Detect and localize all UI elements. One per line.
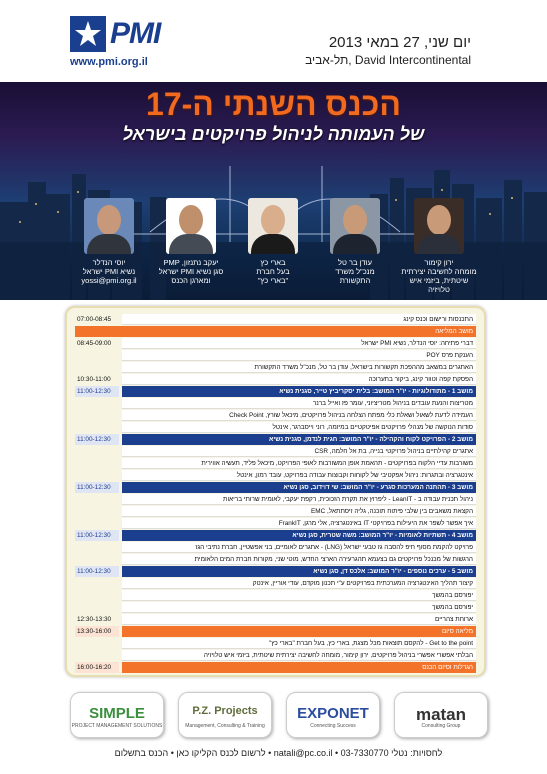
matan-logo[interactable]: matan Consulting Group [394,692,488,738]
agenda-item-text: סודות הנוקשה של מנהלי פרויקטים אפיטקטיים במיזמה, רוני וייסברגר, אינטל [122,422,476,433]
agenda-row [75,374,476,385]
agenda-time [75,362,119,373]
agenda-time [75,494,119,505]
agenda-row [75,542,476,553]
agenda-row [75,602,476,613]
speaker-caption: יעקב נתנזון, PMP סגן נשיא PMI ישראל ומארגן הכנס [158,258,224,285]
agenda-session-row [75,566,476,577]
agenda-time [75,578,119,589]
agenda-row [75,326,476,337]
agenda-time: 13:30-16:00 [75,626,119,637]
pmi-logo-text: PMI [110,17,161,50]
agenda-time [75,590,119,601]
agenda-item-text: אתגרים קהילתיים בניהול פרויקטי בנייה, בת אל חלמה, CSR [122,446,476,457]
speaker-caption: בארי כץ בעל חברת "בארי כץ" [256,258,290,285]
agenda-item-text: הרגשות של מכנכל פרויקטים גם בצעמא תהגרעירה הארצי החדש, מוטי שני, מקורות חברת המים הלאומית [122,554,476,565]
agenda-item-text: אינטגרציה ובתגרות: ניהול אפקטיבי של לקוחות וקבוצות עבודה בפרויקט, עובד רמון, אינטל [122,470,476,481]
agenda-row [75,470,476,481]
agenda-row [75,350,476,361]
agenda-item-text: הגרלות וסיום הכנס [122,662,476,673]
agenda-time: 11:00-12:30 [75,434,119,445]
speaker-photo [248,198,298,254]
speaker-photo [330,198,380,254]
agenda-time [75,506,119,517]
agenda-time: 12:30-13:30 [77,616,112,623]
agenda-time: 11:00-12:30 [75,566,119,577]
sponsor-logos [70,692,487,744]
agenda-session-row [75,386,476,397]
agenda-table [65,306,486,677]
agenda-item-text: מליאה סיום [122,626,476,637]
agenda-time: 07:00-08:45 [77,316,112,323]
pmi-star-icon [70,16,106,52]
agenda-row [75,494,476,505]
event-date: יום שני, 27 במאי 2013 [328,34,471,51]
agenda-row [75,458,476,469]
agenda-item-text: התכנסות ורישום וכנס קינג [122,314,476,325]
agenda-item-text: מושב 4 - תשתיות לאומיות - יו"ר המושב: משה שטרית, סגן נשיא [122,530,476,541]
speaker-card [316,198,394,285]
agenda-item-text: מטריצות והנעת עובדים בניהול מטריציוני, עומר פז ואייל ברנר [122,398,476,409]
agenda-time [75,446,119,457]
speaker-card [70,198,148,285]
simple-logo[interactable]: SIMPLE PROJECT MANAGEMENT SOLUTIONS [70,692,164,738]
agenda-time [75,350,119,361]
agenda-row [75,578,476,589]
speaker-photo [84,198,134,254]
agenda-item-text: הקצאת משאבים בין שלבי פיתוח תוכנה, גליה זיסתתאל, EMC [122,506,476,517]
agenda-time: 16:00-16:20 [75,662,119,673]
conference-subtitle: של העמותה לניהול פרויקטים בישראל [122,124,425,144]
agenda-time [75,650,119,661]
agenda-time [75,602,119,613]
agenda-session-row [75,434,476,445]
agenda-row [75,398,476,409]
agenda-row [75,314,476,325]
conference-title: הכנס השנתי ה-17 [146,86,401,122]
agenda-row [75,518,476,529]
agenda-time [75,554,119,565]
speaker-photo [166,198,216,254]
agenda-item-text: משורבות עדיי הלקוח בפרויקטים - תהאמת אופן המשורבות לאופי הפרויקט, מיכאל פליד, תעשיה אווירית [122,458,476,469]
agenda-row [75,410,476,421]
speaker-card [400,198,478,294]
speaker-card [152,198,230,285]
agenda-item-text: פרויקט להקמת מסוף חיפ להסבה גז טבעי ישראל (LNG) - אתגרים לאומיים, בני אפשטיין, חברת נתיבי הגז [122,542,476,553]
agenda-item-text: יפורסם בהמשך [122,590,476,601]
agenda-session-row [75,530,476,541]
agenda-time [75,542,119,553]
agenda-row [75,650,476,661]
agenda-item-text: יפורסם בהמשך [122,602,476,613]
agenda-row [75,590,476,601]
agenda-row [75,506,476,517]
exponet-logo[interactable]: EXPONET Connecting Success [286,692,380,738]
agenda-item-text: ארוחת צהריים [122,614,476,625]
agenda-item-text: איך אפשר לשפר את היעילות בפרויקטי IT באינטגרציה, אלי מרגן, FrankIT [122,518,476,529]
agenda-item-text: מושב 5 - ערכים נוספים - יו"ר המושב: אלכס דן, סגן נשיא [122,566,476,577]
agenda-item-text: קיצור תהליך האינטגרציה המערכתית בפרויקטים ע"י תכנון מוקדם, עודי אוריין, אינטק [122,578,476,589]
agenda-row [75,626,476,637]
agenda-time [75,458,119,469]
pmi-website[interactable]: www.pmi.org.il [70,56,148,68]
agenda-item-text: העמידה לדעת לשאול ושאלת כלי מפתח הצלחה בניהול פרויקטים, מיכאל שורץ, Check Point [122,410,476,421]
agenda-item-text: מושב המליאה [75,326,476,337]
agenda-time [75,410,119,421]
speaker-caption: יוסי הנדלר נשיא PMI ישראל yossi@pmi.org.il [81,258,137,285]
agenda-item-text: הפסקת קפה וטוור קינג, ביקור בתערוכה [122,374,476,385]
agenda-time [75,398,119,409]
agenda-item-text: מושב 2 - הפרויקט לקוח והקהילה - יו"ר המושב: חגית לנדמן, סגנית נשיא [122,434,476,445]
agenda-row [75,554,476,565]
agenda-time [75,422,119,433]
speaker-caption: עודן בר טל מנכ"ל משרד התקשורת [335,258,375,285]
agenda-row [75,446,476,457]
agenda-row [75,662,476,673]
agenda-time: 08:45-09:00 [77,340,112,347]
agenda-item-text: הבלתי אפשרי אפשרי בניהול פרויקטים, ירון קימור, מומחה לחשיבה יצירתית שיטתית, ביזמי איש טלויזיה [122,650,476,661]
agenda-item-text: האתגרים במשאב מההפכת תקשורות בישראל, עודן בר טל, מנכ"ל משרד התקשורת [122,362,476,373]
agenda-time [75,470,119,481]
agenda-row [75,422,476,433]
agenda-row [75,338,476,349]
agenda-item-text: הענקת פרס POY [122,350,476,361]
agenda-time: 11:00-12:30 [75,482,119,493]
speaker-photo [414,198,464,254]
agenda-time [75,518,119,529]
agenda-time: 11:00-12:30 [75,386,119,397]
agenda-item-text: מושב 3 - תהתנה המערכות סגרע - יו"ר המושב: שי דוידוב, סגן נשיא [122,482,476,493]
agenda-row [75,638,476,649]
agenda-row [75,362,476,373]
agenda-session-row [75,482,476,493]
contact-footer[interactable]: לחסויות: נטלי 03-7330770 • natali@pc.co.il • לרשום לכנס הקליקו כאן • הכנס בתשלום [114,748,443,758]
speaker-card [234,198,312,285]
agenda-item-text: דברי פתיחה: יוסי הנדלר, נשיא PMI ישראל [122,338,476,349]
agenda-item-text: Get to the point - להקסם תוצאות מכל מצגת, בארי כץ, בעל חברת "בארי כץ" [122,638,476,649]
agenda-time: 11:00-12:30 [75,530,119,541]
event-venue: David Intercontinental ,תל-אביב [305,53,471,67]
agenda-item-text: ניהול תכנית עבודה ב - LeanIT - ליפרוץ את תקרת הזכוכית, רקפת יעקבי, לאומית שרותי בריאות [122,494,476,505]
pmi-logo[interactable] [70,16,190,70]
agenda-time: 10:30-11:00 [77,376,111,383]
pz-projects-logo[interactable]: P.Z. Projects Management, Consulting & Training [178,692,272,738]
speakers-row [0,198,547,310]
agenda-item-text: מושב 1 - מתודולוגיות - יו"ר המושב: בלית יסקריביץ טייר, סגנית נשיא [122,386,476,397]
agenda-row [75,614,476,625]
speaker-caption: ירון קימור מומחה לחשיבה יצירתית שיטתית, ביזמי איש טלויזיה [401,258,477,294]
agenda-time [75,638,119,649]
